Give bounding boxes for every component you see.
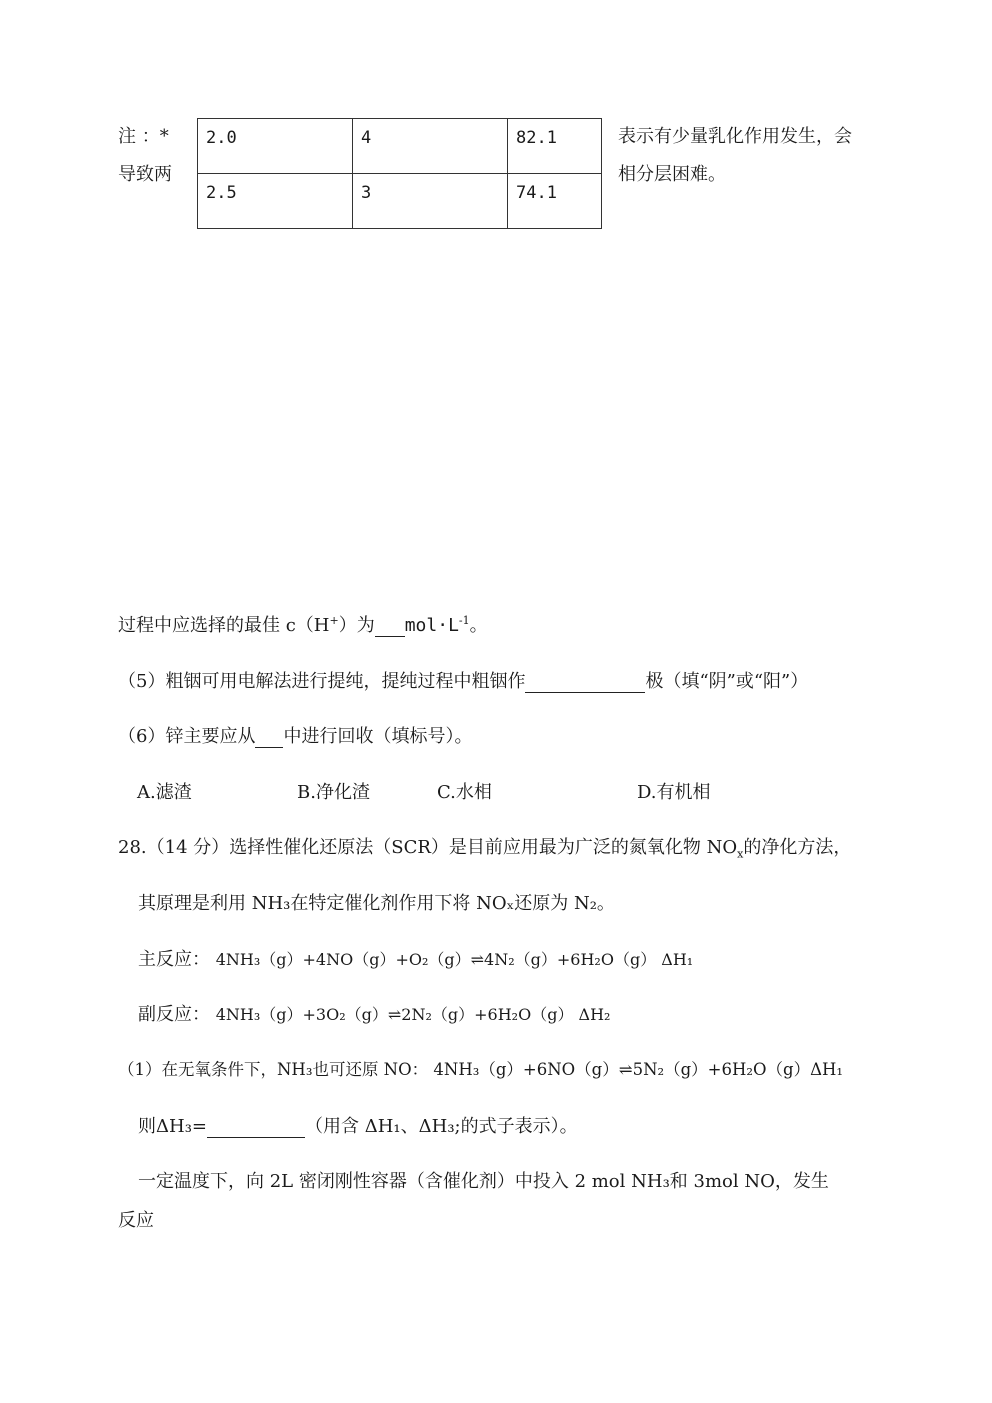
table-row xyxy=(198,119,602,174)
q28-sub: x xyxy=(737,847,744,861)
side-reaction xyxy=(138,1000,610,1026)
q4-unit: mol·L xyxy=(404,615,459,636)
q4-sup-h: + xyxy=(329,614,339,627)
q28-principle: 其原理是利用 NH₃在特定催化剂作用下将 NOₓ还原为 N₂。 xyxy=(138,893,615,914)
table-cell: 4 xyxy=(353,119,508,174)
option-d[interactable]: D.有机相 xyxy=(637,782,711,803)
q28-part2: 一定温度下，向 2L 密闭刚性容器（含催化剂）中投入 2 mol NH₃和 3mol NO，发生 xyxy=(138,1171,829,1192)
answer-blank[interactable] xyxy=(207,1117,305,1138)
q4-sup-l: -1 xyxy=(458,614,470,627)
note-suffix-line2: 相分层困难。 xyxy=(618,164,726,185)
q4-text: 过程中应选择的最佳 c（H xyxy=(118,615,330,636)
question-28-intro xyxy=(118,833,851,861)
main-reaction-label: 主反应： xyxy=(138,949,210,970)
note-suffix-line1: 表示有少量乳化作用发生，会 xyxy=(618,126,852,147)
table-cell: 2.0 xyxy=(198,119,353,174)
option-c[interactable]: C.水相 xyxy=(437,782,492,803)
answer-blank[interactable] xyxy=(255,727,283,748)
question-5 xyxy=(118,667,808,693)
table-cell: 74.1 xyxy=(508,174,602,229)
note-prefix-line2: 导致两 xyxy=(118,164,172,185)
q4-text: ）为 xyxy=(338,615,375,636)
q28-part1: （1）在无氧条件下，NH₃也可还原 NO： 4NH₃（g）+6NO（g）⇌5N₂（g）+6H₂O（g）ΔH₁ xyxy=(118,1060,844,1079)
table-cell: 3 xyxy=(353,174,508,229)
q4-text: 。 xyxy=(469,615,488,636)
answer-blank[interactable] xyxy=(525,672,645,693)
main-reaction-equation: 4NH₃（g）+4NO（g）+O₂（g）⇌4N₂（g）+6H₂O（g） ΔH₁ xyxy=(215,950,694,969)
q28-text: 则ΔH₃= xyxy=(138,1116,207,1137)
data-table xyxy=(197,118,602,229)
table-row xyxy=(198,174,602,229)
side-reaction-label: 副反应： xyxy=(138,1004,210,1025)
q6-text: 中进行回收（填标号）。 xyxy=(283,726,473,747)
q6-text: （6）锌主要应从 xyxy=(118,726,256,747)
side-reaction-equation: 4NH₃（g）+3O₂（g）⇌2N₂（g）+6H₂O（g） ΔH₂ xyxy=(215,1005,611,1024)
q28-text: 28.（14 分）选择性催化还原法（SCR）是目前应用最为广泛的氮氧化物 NO xyxy=(118,837,738,858)
question-6 xyxy=(118,722,472,748)
table-cell: 82.1 xyxy=(508,119,602,174)
q28-part2-cont: 反应 xyxy=(118,1210,154,1231)
option-a[interactable]: A.滤渣 xyxy=(137,782,192,803)
main-reaction xyxy=(138,945,693,971)
q28-text: 的净化方法， xyxy=(743,837,852,858)
answer-blank[interactable] xyxy=(375,616,405,637)
option-b[interactable]: B.净化渣 xyxy=(297,782,370,803)
note-prefix-line1: 注 ：* xyxy=(118,126,169,147)
q5-text: （5）粗铟可用电解法进行提纯，提纯过程中粗铟作 xyxy=(118,671,526,692)
q28-part1-answer xyxy=(138,1112,578,1138)
q5-text: 极（填“阴”或“阳”） xyxy=(645,671,809,692)
q28-text: （用含 ΔH₁、ΔH₃;的式子表示）。 xyxy=(305,1116,578,1137)
table-cell: 2.5 xyxy=(198,174,353,229)
question-4-tail xyxy=(118,611,488,637)
